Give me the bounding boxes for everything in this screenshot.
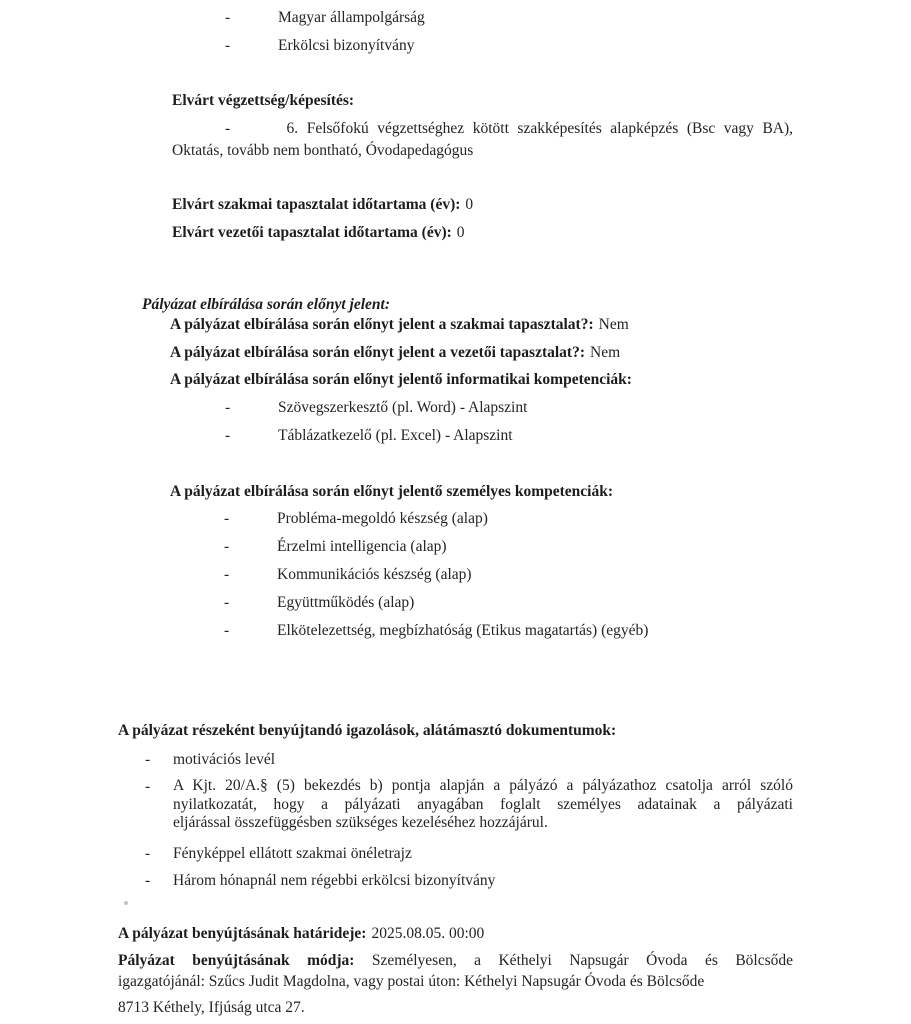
list-item: [224, 509, 488, 528]
list-item: [225, 119, 793, 138]
list-item: [224, 593, 414, 612]
list-item-text: Erkölcsi bizonyítvány: [278, 37, 415, 54]
bullet-dash: -: [225, 427, 231, 444]
field-label: Elvárt szakmai tapasztalat időtartama (év):: [172, 196, 461, 213]
bullet-dash: -: [145, 845, 151, 862]
field-value: 0: [465, 196, 474, 213]
list-item-text: Táblázatkezelő (pl. Excel) - Alapszint: [278, 427, 513, 444]
list-item-text: motivációs levél: [173, 751, 276, 768]
paragraph-line: A Kjt. 20/A.§ (5) bekezdés b) pontja alapján a pályázó a pályázathoz csatolja arról szóló: [173, 777, 793, 794]
bullet-dash: -: [225, 37, 231, 54]
field-leadership-experience: [172, 223, 465, 242]
bullet-dash: -: [224, 594, 230, 611]
field-advantage-professional: [170, 315, 629, 334]
paragraph-line: eljárással összefüggésben szükséges kezeléséhez hozzájárul.: [173, 814, 548, 832]
field-advantage-leadership: [170, 343, 620, 362]
field-value: Nem: [598, 316, 629, 333]
list-item: [225, 426, 513, 445]
list-item: [145, 750, 275, 769]
section-heading-advantage: Pályázat elbírálása során előnyt jelent:: [142, 296, 390, 313]
bullet-dash: -: [225, 399, 231, 416]
field-value: Nem: [590, 344, 621, 361]
field-submission-method: [118, 951, 793, 992]
list-item: [225, 398, 527, 417]
bullet-dash: -: [145, 778, 151, 795]
list-item: [224, 621, 648, 640]
list-item: [224, 537, 447, 556]
field-label: Pályázat benyújtásának módja:: [118, 952, 355, 969]
list-item-text: Szövegszerkesztő (pl. Word) - Alapszint: [278, 399, 528, 416]
field-label: A pályázat benyújtásának határideje:: [118, 925, 367, 942]
field-value: Személyesen, a Kéthelyi Napsugár Óvoda és Bölcsőde: [371, 952, 794, 969]
list-item-text: 6. Felsőfokú végzettséghez kötött szakképesítés alapképzés (Bsc vagy BA),: [286, 120, 794, 137]
field-label: A pályázat elbírálása során előnyt jelent a szakmai tapasztalat?:: [170, 316, 594, 333]
list-item: [145, 844, 412, 863]
address-line: 8713 Kéthely, Ifjúság utca 27.: [118, 999, 305, 1016]
list-item-text: Elkötelezettség, megbízhatóság (Etikus magatartás) (egyéb): [277, 622, 649, 639]
list-item: [225, 36, 414, 55]
list-item-paragraph: [173, 777, 793, 833]
bullet-dash: -: [225, 9, 231, 26]
bullet-dash: -: [225, 120, 231, 137]
section-heading-documents: A pályázat részeként benyújtandó igazolások, alátámasztó dokumentumok:: [118, 722, 617, 739]
bullet-dash: -: [145, 872, 151, 889]
list-item-text: Fényképpel ellátott szakmai önéletrajz: [173, 845, 412, 862]
section-heading-qualification: Elvárt végzettség/képesítés:: [172, 92, 355, 109]
field-submission-deadline: [118, 924, 484, 943]
field-label: Elvárt vezetői tapasztalat időtartama (év):: [172, 224, 452, 241]
bullet-dash: -: [224, 538, 230, 555]
bullet-dash: -: [224, 510, 230, 527]
field-value: 2025.08.05. 00:00: [371, 925, 485, 942]
paragraph-line: nyilatkozatát, hogy a pályázati anyagában foglalt személyes adatainak a pályázati: [173, 795, 793, 813]
list-item-text: Magyar állampolgárság: [278, 9, 425, 26]
list-item-text: Kommunikációs készség (alap): [277, 566, 472, 583]
list-item: [145, 871, 495, 890]
list-item: [225, 8, 425, 27]
list-item-text: Probléma-megoldó készség (alap): [277, 510, 488, 527]
bullet-dash: -: [224, 622, 230, 639]
section-heading-personal-competencies: A pályázat elbírálása során előnyt jelentő személyes kompetenciák:: [170, 483, 613, 500]
bullet-dash: -: [145, 751, 151, 768]
field-value: 0: [456, 224, 465, 241]
list-item-text: Együttműködés (alap): [277, 594, 415, 611]
list-item-text: Érzelmi intelligencia (alap): [277, 538, 447, 555]
list-item-text: Három hónapnál nem régebbi erkölcsi bizonyítvány: [173, 872, 496, 889]
list-item: [224, 565, 472, 584]
field-professional-experience: [172, 195, 473, 214]
paragraph-line: igazgatójánál: Szűcs Judit Magdolna, vagy postai úton: Kéthelyi Napsugár Óvoda és Bölcsőde: [118, 972, 705, 990]
bullet-dash: -: [224, 566, 230, 583]
scan-speck: [124, 901, 128, 905]
field-label: A pályázat elbírálása során előnyt jelent a vezetői tapasztalat?:: [170, 344, 585, 361]
section-heading-it-competencies: A pályázat elbírálása során előnyt jelentő informatikai kompetenciák:: [170, 371, 632, 388]
list-item-continuation: Oktatás, tovább nem bontható, Óvodapedagógus: [172, 142, 474, 159]
paragraph-line: [118, 951, 793, 972]
